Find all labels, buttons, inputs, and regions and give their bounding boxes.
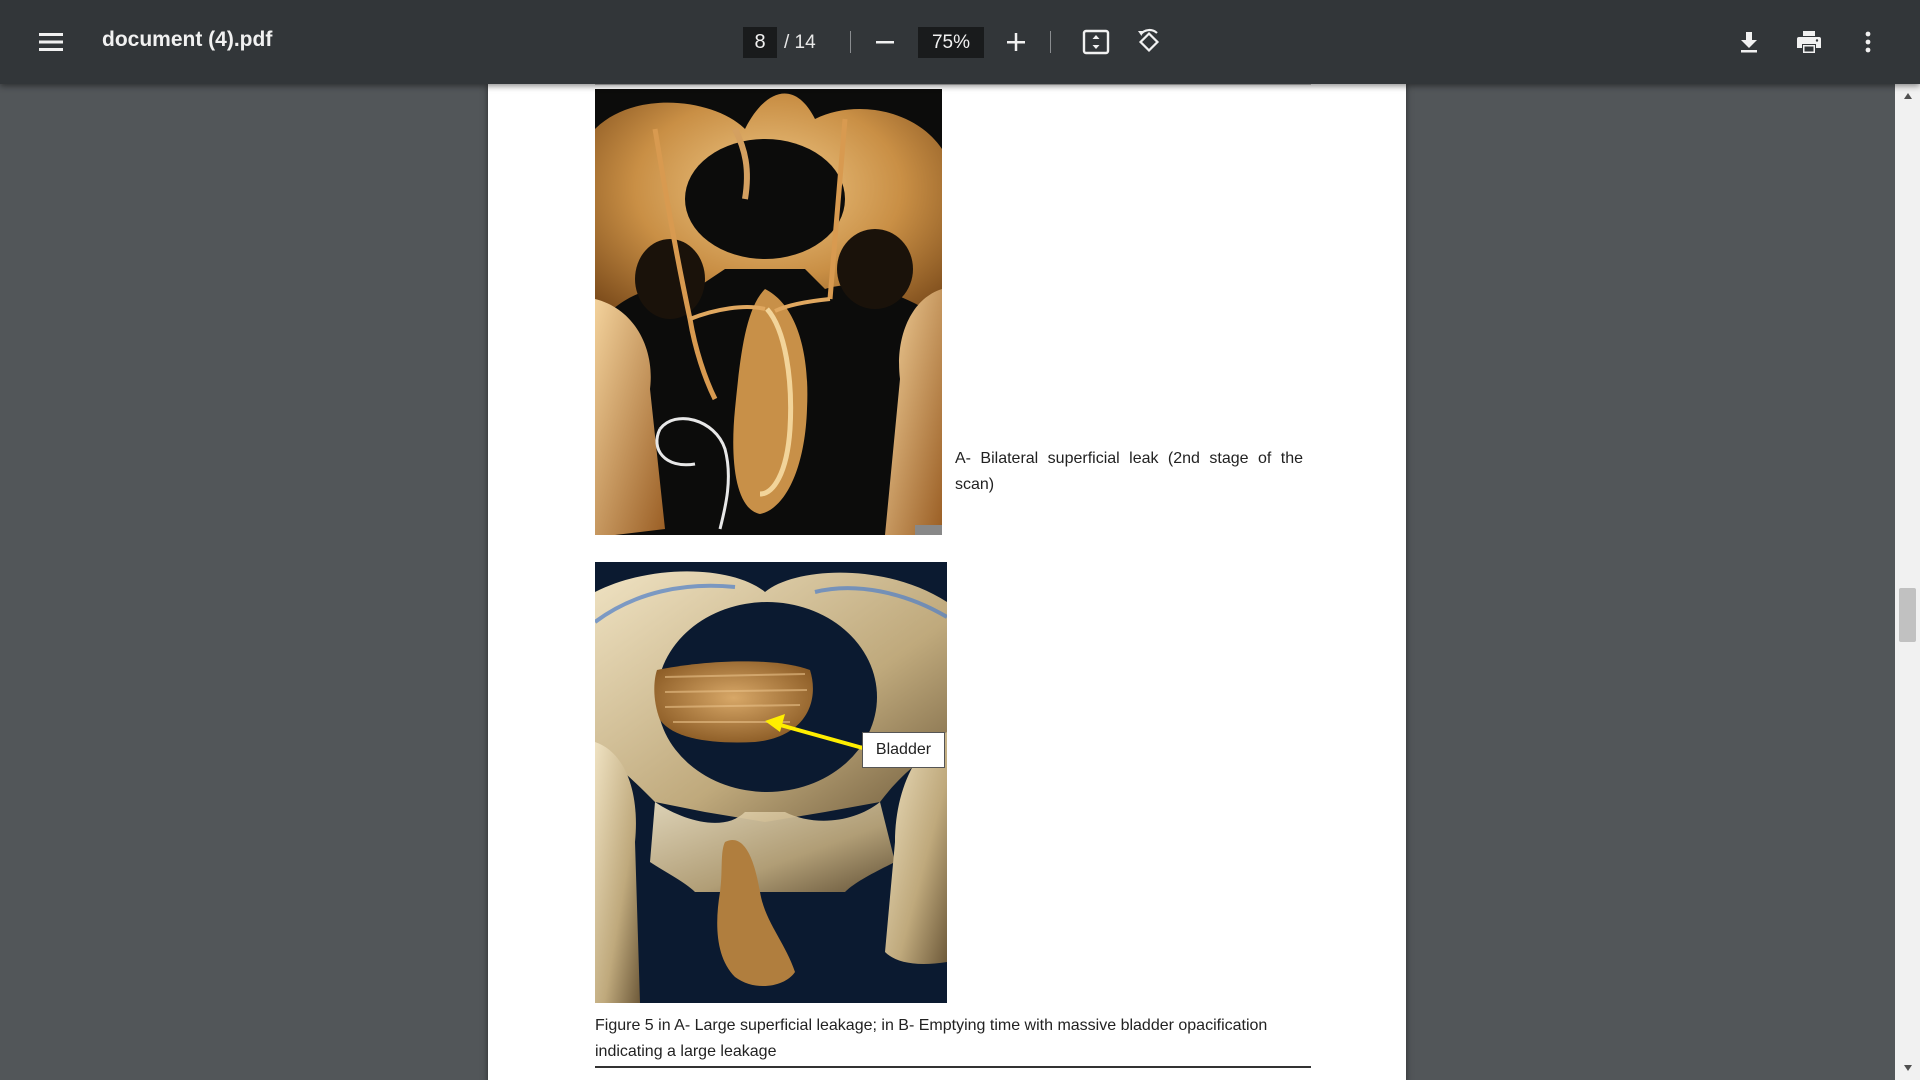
pdf-toolbar — [0, 0, 1920, 84]
page-total: / 14 — [784, 32, 816, 53]
vertical-scrollbar[interactable] — [1895, 84, 1920, 1080]
scrollbar-thumb[interactable] — [1899, 588, 1916, 642]
rotate-button[interactable] — [1125, 18, 1173, 66]
download-icon — [1738, 30, 1760, 54]
page-number-input[interactable] — [743, 27, 777, 58]
figure-5-caption: Figure 5 in A- Large superficial leakage; in B- Emptying time with massive bladder opacification indicating a large leakage — [595, 1017, 1268, 1060]
menu-button[interactable] — [27, 18, 75, 66]
pdf-viewer-area[interactable] — [0, 84, 1920, 1080]
zoom-in-button[interactable] — [992, 18, 1040, 66]
figure-a-caption: A- Bilateral superficial leak (2nd stage of the scan) — [955, 450, 1303, 493]
triangle-up-icon — [1903, 92, 1913, 100]
zoom-out-button[interactable] — [861, 18, 909, 66]
scroll-down-button[interactable] — [1895, 1058, 1920, 1078]
plus-icon — [1005, 31, 1027, 53]
bladder-annotation-label: Bladder — [862, 732, 945, 768]
fit-to-page-icon — [1082, 29, 1110, 55]
pdf-page — [488, 84, 1406, 1080]
print-button[interactable] — [1785, 18, 1833, 66]
triangle-down-icon — [1903, 1064, 1913, 1072]
download-button[interactable] — [1725, 18, 1773, 66]
fit-to-page-button[interactable] — [1072, 18, 1120, 66]
printer-icon — [1796, 30, 1822, 54]
more-actions-button[interactable] — [1844, 18, 1892, 66]
page-bottom-rule — [595, 1066, 1311, 1068]
toolbar-divider — [1050, 31, 1051, 53]
hamburger-menu-icon — [38, 32, 64, 52]
rotate-counterclockwise-icon — [1135, 28, 1163, 56]
figure-b-ct-image — [595, 562, 947, 1003]
scroll-up-button[interactable] — [1895, 86, 1920, 106]
zoom-level-input[interactable] — [918, 27, 984, 58]
minus-icon — [874, 31, 896, 53]
more-vertical-icon — [1864, 30, 1872, 54]
figure-a-ct-image — [595, 89, 942, 535]
toolbar-divider — [850, 31, 851, 53]
document-title: document (4).pdf — [102, 28, 273, 51]
page-top-rule — [595, 84, 1311, 85]
